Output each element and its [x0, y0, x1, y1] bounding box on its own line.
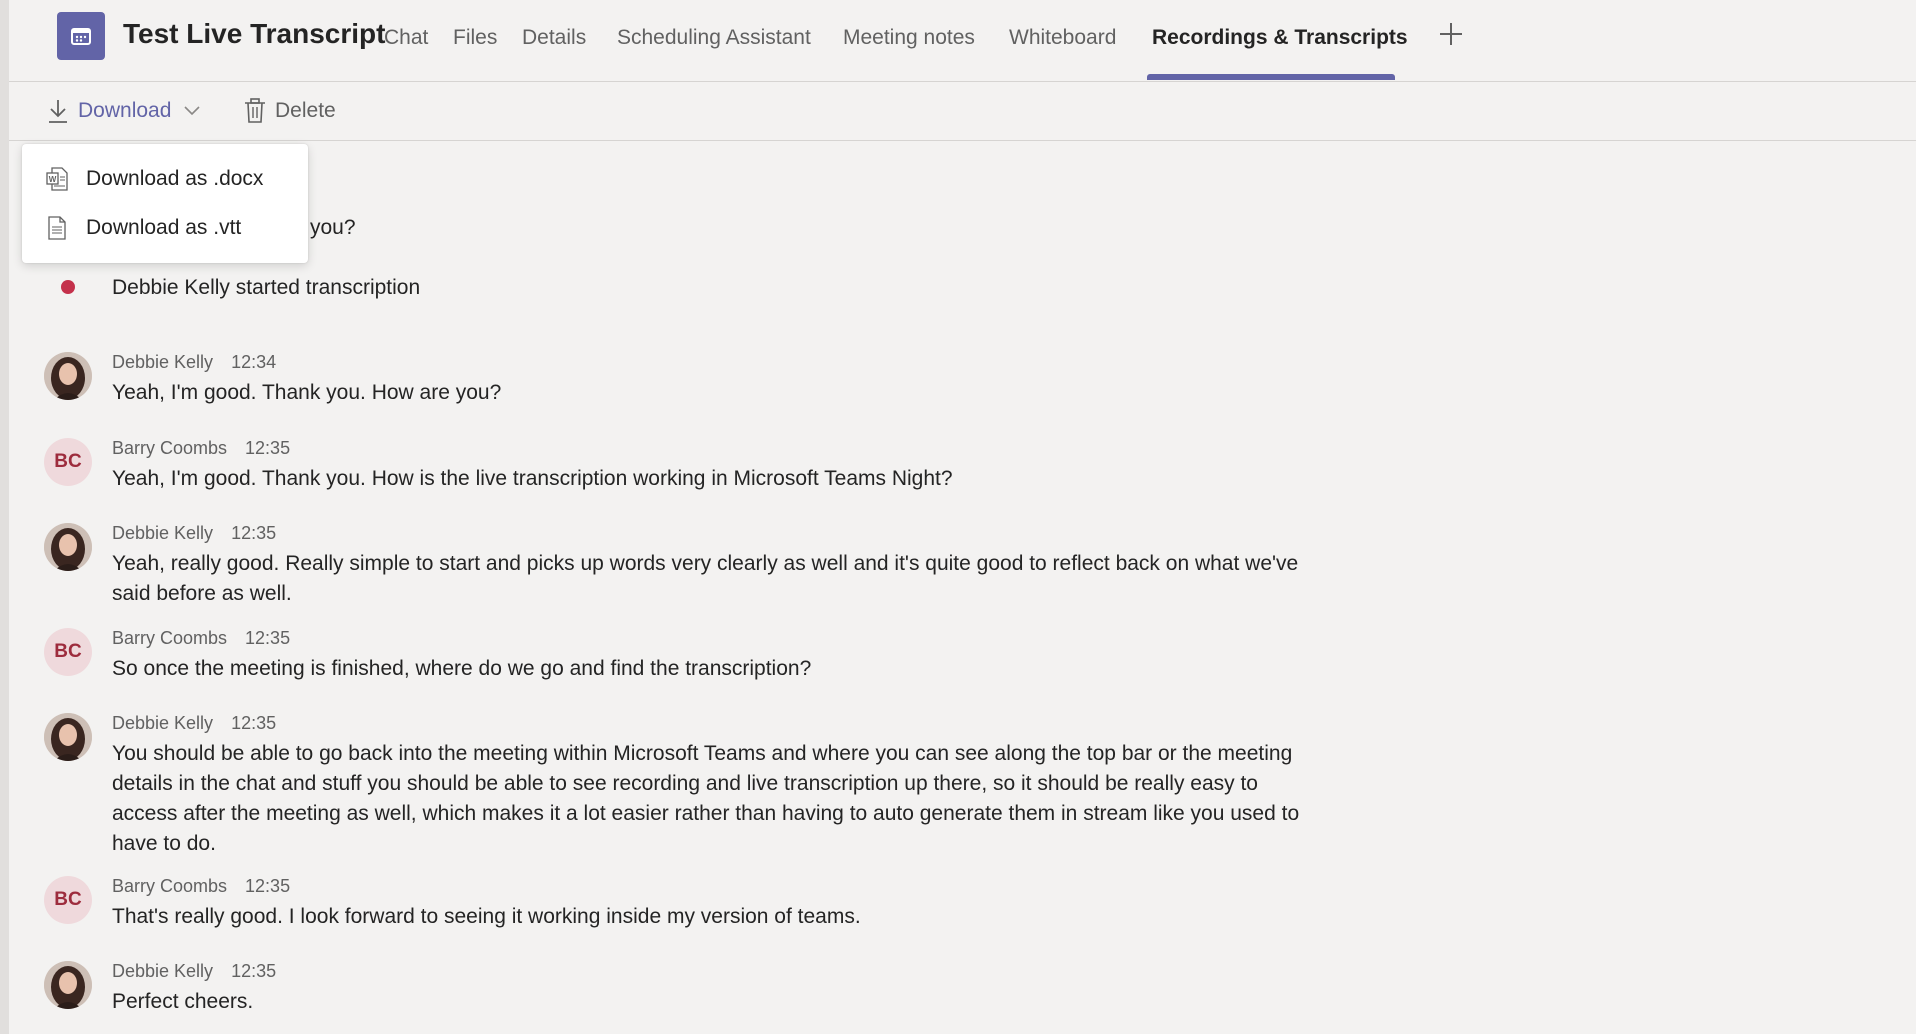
- avatar[interactable]: [44, 713, 92, 761]
- timestamp: 12:35: [245, 438, 291, 458]
- avatar[interactable]: [44, 961, 92, 1009]
- recording-dot-icon: [61, 280, 75, 294]
- avatar[interactable]: [44, 523, 92, 571]
- timestamp: 12:34: [231, 352, 277, 372]
- tab-details[interactable]: Details: [522, 26, 587, 49]
- timestamp: 12:35: [245, 876, 291, 896]
- meeting-header: [9, 0, 1916, 82]
- word-doc-icon: [46, 167, 68, 191]
- toolbar: [9, 82, 1916, 141]
- entry-meta: [112, 961, 276, 982]
- transcript-text: You should be able to go back into the meeting within Microsoft Teams and where you can see along the top bar or the meeting details in the chat and stuff you should be able to see recording and live transcription up there, so it should be really easy to access after the meeting as well, which makes it a lot easier rather than having to auto generate them in stream like you used to have to do.: [112, 742, 1300, 855]
- transcript-text: So once the meeting is finished, where do we go and find the transcription?: [112, 657, 812, 680]
- timestamp: 12:35: [231, 523, 277, 543]
- entry-meta: [112, 876, 290, 897]
- calendar-app-icon: [57, 12, 105, 60]
- download-docx-label: Download as .docx: [86, 167, 264, 190]
- entry-meta: [112, 523, 276, 544]
- tab-meeting-notes[interactable]: Meeting notes: [843, 26, 975, 49]
- speaker-name: Debbie Kelly: [112, 523, 214, 543]
- active-tab-indicator: [1147, 74, 1395, 80]
- speaker-name: Barry Coombs: [112, 876, 228, 896]
- entry-meta: [112, 628, 290, 649]
- text-file-icon: [46, 216, 68, 240]
- delete-label: Delete: [275, 99, 336, 122]
- download-icon: [47, 98, 69, 124]
- transcript-text: Yeah, I'm good. Thank you. How is the live transcription working in Microsoft Teams Night?: [112, 467, 953, 490]
- trash-icon: [244, 98, 266, 124]
- tab-files[interactable]: Files: [453, 26, 498, 49]
- avatar-initials[interactable]: BC: [44, 438, 92, 486]
- transcript-text: Yeah, I'm good. Thank you. How are you?: [112, 381, 502, 404]
- transcription-started-event: [0, 270, 1000, 306]
- download-label: Download: [78, 99, 172, 122]
- timestamp: 12:35: [245, 628, 291, 648]
- transcript-text: That's really good. I look forward to seeing it working inside my version of teams.: [112, 905, 861, 928]
- avatar-initials[interactable]: BC: [44, 876, 92, 924]
- download-vtt-label: Download as .vtt: [86, 216, 242, 239]
- timestamp: 12:35: [231, 713, 277, 733]
- partial-transcript-text: you?: [310, 216, 356, 239]
- download-vtt-menu-item[interactable]: [22, 205, 308, 251]
- chevron-down-icon: [183, 105, 201, 117]
- entry-meta: [112, 713, 276, 734]
- speaker-name: Barry Coombs: [112, 438, 228, 458]
- speaker-name: Debbie Kelly: [112, 713, 214, 733]
- download-button[interactable]: [47, 96, 210, 126]
- transcript-text: Perfect cheers.: [112, 990, 254, 1013]
- system-event-text: Debbie Kelly started transcription: [112, 276, 421, 299]
- avatar[interactable]: [44, 352, 92, 400]
- delete-button[interactable]: [244, 96, 336, 126]
- entry-meta: [112, 352, 276, 373]
- timestamp: 12:35: [231, 961, 277, 981]
- speaker-name: Barry Coombs: [112, 628, 228, 648]
- svg-text:W: W: [48, 175, 57, 184]
- tab-whiteboard[interactable]: Whiteboard: [1009, 26, 1117, 49]
- download-menu: [22, 144, 308, 263]
- add-tab-plus-icon[interactable]: [1437, 20, 1465, 48]
- avatar-initials[interactable]: BC: [44, 628, 92, 676]
- speaker-name: Debbie Kelly: [112, 352, 214, 372]
- meeting-title: Test Live Transcript: [123, 18, 386, 49]
- tab-recordings-transcripts[interactable]: Recordings & Transcripts: [1152, 26, 1408, 49]
- tab-chat[interactable]: Chat: [384, 26, 429, 49]
- left-rail-divider: [0, 0, 9, 1034]
- download-docx-menu-item[interactable]: [22, 156, 308, 202]
- speaker-name: Debbie Kelly: [112, 961, 214, 981]
- entry-meta: [112, 438, 290, 459]
- transcript-text: Yeah, really good. Really simple to start and picks up words very clearly as well and it's quite good to reflect back on what we've said before as well.: [112, 552, 1299, 605]
- tab-scheduling-assistant[interactable]: Scheduling Assistant: [617, 26, 811, 49]
